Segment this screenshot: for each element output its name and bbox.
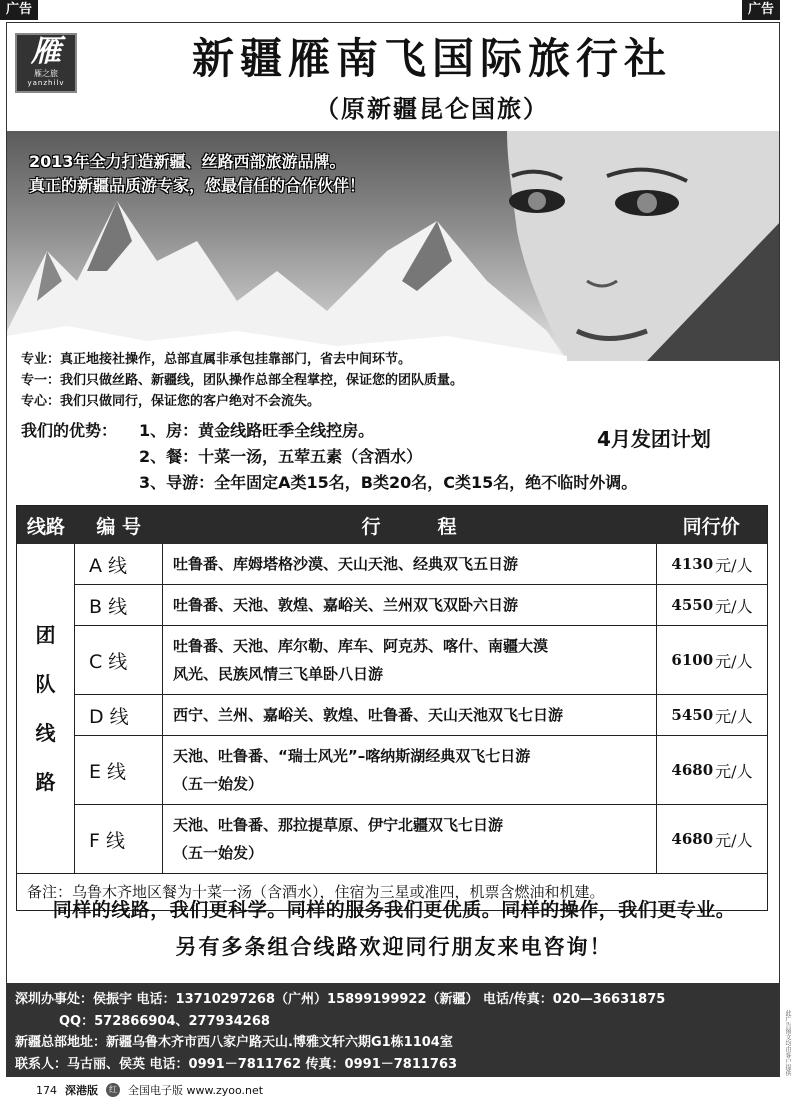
- group-char: 路: [35, 769, 56, 794]
- route-itinerary: 天池、吐鲁番、那拉提草原、伊宁北疆双飞七日游 （五一始发）: [163, 805, 657, 873]
- contact-footer: [7, 983, 780, 1077]
- company-title: 新疆雁南飞国际旅行社: [191, 34, 672, 83]
- contact-persons: 联系人：马古丽、侯英 电话：0991－7811762 传真：0991－7811763: [15, 1056, 458, 1072]
- intro-item: 专业：真正地接社操作，总部直属非承包挂靠部门，省去中间环节。: [21, 352, 412, 367]
- contact-hq-address: 新疆总部地址：新疆乌鲁木齐市西八家户路天山.博雅文轩六期G1栋1104室: [15, 1035, 453, 1050]
- group-char: 线: [35, 720, 56, 745]
- ad-label-left: 广告: [0, 0, 38, 20]
- route-itinerary: 西宁、兰州、嘉峪关、敦煌、吐鲁番、天山天池双飞七日游: [163, 695, 657, 735]
- intro-list: [21, 349, 761, 412]
- edition-badge: 红: [106, 1083, 120, 1097]
- route-code: A 线: [75, 544, 163, 584]
- advertisement-page: [6, 22, 780, 1077]
- advantage-item: 3、导游：全年固定A类15名，B类20名，C类15名，绝不临时外调。: [139, 473, 638, 492]
- intro-item: 专一：我们只做丝路、新疆线，团队操作总部全程掌控，保证您的团队质量。: [21, 373, 464, 388]
- plan-title: 4月发团计划: [597, 427, 711, 451]
- route-itinerary: 吐鲁番、天池、库尔勒、库车、阿克苏、喀什、南疆大漠 风光、民族风情三飞单卧八日游: [163, 626, 657, 694]
- route-code: D 线: [75, 695, 163, 735]
- route-itinerary: 吐鲁番、天池、敦煌、嘉峪关、兰州双飞双卧六日游: [163, 585, 657, 625]
- slogan-line-2: 另有多条组合线路欢迎同行朋友来电咨询！: [175, 935, 613, 959]
- route-price: 4130 元/人: [671, 555, 753, 575]
- header-code: 编 号: [96, 515, 142, 538]
- route-code: B 线: [75, 585, 163, 625]
- slogan-line-1: 同样的线路，我们更科学。同样的服务我们更优质。同样的操作，我们更专业。: [52, 899, 736, 921]
- route-price: 4680 元/人: [671, 761, 753, 781]
- contact-qq: QQ：572866904、277934268: [59, 1013, 270, 1029]
- contact-shenzhen: 深圳办事处：侯振宇 电话：13710297268（广州）15899199922（新疆） 电话/传真：020—36631875: [15, 992, 666, 1007]
- route-price: 4680 元/人: [671, 830, 753, 850]
- route-price: 5450 元/人: [671, 706, 753, 726]
- header-itinerary: 行 程: [361, 515, 457, 538]
- edition-label: 深港版: [65, 1084, 98, 1097]
- advantages-label: 我们的优势：: [21, 421, 118, 440]
- side-disclaimer: 此广告图文均由客户提供: [784, 1010, 791, 1076]
- page-footer: [36, 1082, 263, 1098]
- table-header: [17, 506, 767, 544]
- route-price: 4550 元/人: [671, 596, 753, 616]
- route-itinerary: 天池、吐鲁番、“瑞士风光”–喀纳斯湖经典双飞七日游 （五一始发）: [163, 736, 657, 804]
- intro-item: 专心：我们只做同行，保证您的客户绝对不会流失。: [21, 394, 321, 409]
- group-label: [17, 544, 75, 873]
- logo-glyph: 雁: [31, 34, 61, 69]
- route-code: F 线: [75, 805, 163, 873]
- table-row: [75, 544, 767, 585]
- company-logo: [15, 33, 77, 93]
- route-code: C 线: [75, 626, 163, 694]
- header-route-type: 线路: [26, 515, 65, 538]
- site-link[interactable]: 全国电子版 www.zyoo.net: [128, 1084, 264, 1097]
- route-code: E 线: [75, 736, 163, 804]
- table-row: [75, 805, 767, 873]
- table-note: 备注：乌鲁木齐地区餐为十菜一汤（含酒水），住宿为三星或准四，机票含燃油和机建。: [17, 873, 767, 910]
- table-row: [75, 736, 767, 805]
- hero-headline-1: 2013年全力打造新疆、丝路西部旅游品牌。: [29, 152, 346, 171]
- table-row: [75, 626, 767, 695]
- page-number: 174: [36, 1083, 57, 1097]
- group-char: 团: [35, 622, 56, 647]
- table-row: [75, 695, 767, 736]
- ad-label-right: 广告: [742, 0, 780, 20]
- hero-banner: [7, 131, 780, 361]
- group-char: 队: [35, 671, 56, 696]
- company-subtitle: （原新疆昆仑国旅）: [315, 95, 549, 123]
- route-itinerary: 吐鲁番、库姆塔格沙漠、天山天池、经典双飞五日游: [163, 544, 657, 584]
- logo-pinyin: yanzhilv: [27, 79, 65, 87]
- header-price: 同行价: [682, 515, 740, 538]
- table-row: [75, 585, 767, 626]
- advantage-item: 1、房：黄金线路旺季全线控房。: [139, 421, 375, 440]
- advantage-item: 2、餐：十菜一汤，五荤五素（含酒水）: [139, 447, 423, 466]
- logo-subtitle: 雁之旅: [34, 69, 58, 78]
- hero-headline-2: 真正的新疆品质游专家，您最信任的合作伙伴！: [29, 176, 366, 195]
- route-table: [16, 505, 768, 911]
- route-price: 6100 元/人: [671, 651, 753, 671]
